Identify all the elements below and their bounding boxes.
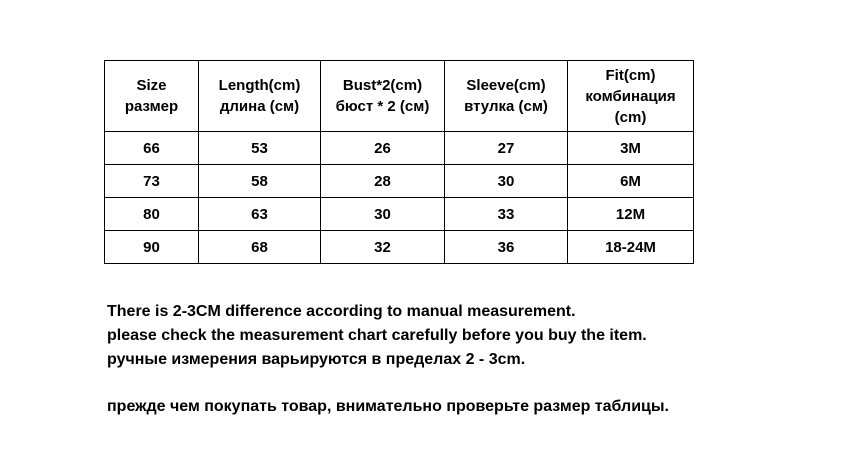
size-chart-table bbox=[104, 60, 694, 264]
header-length bbox=[199, 61, 321, 132]
table-row bbox=[105, 198, 694, 231]
cell-size: 80 bbox=[105, 198, 199, 231]
header-bust-ru: бюст * 2 (см) bbox=[335, 98, 430, 115]
cell-sleeve: 27 bbox=[445, 132, 568, 165]
header-size bbox=[105, 61, 199, 132]
header-length-en: Length(cm) bbox=[218, 77, 301, 94]
cell-bust: 30 bbox=[321, 198, 445, 231]
cell-fit: 3M bbox=[568, 132, 694, 165]
cell-sleeve: 33 bbox=[445, 198, 568, 231]
cell-size: 66 bbox=[105, 132, 199, 165]
header-fit bbox=[568, 61, 694, 132]
cell-bust: 26 bbox=[321, 132, 445, 165]
table-row bbox=[105, 165, 694, 198]
header-sleeve bbox=[445, 61, 568, 132]
note-difference-en: There is 2-3CM difference according to manual measurement. bbox=[107, 303, 576, 320]
cell-fit: 12M bbox=[568, 198, 694, 231]
header-bust bbox=[321, 61, 445, 132]
cell-bust: 32 bbox=[321, 231, 445, 264]
header-fit-en: Fit(cm) bbox=[605, 66, 656, 84]
cell-length: 68 bbox=[199, 231, 321, 264]
header-bust-en: Bust*2(cm) bbox=[342, 77, 423, 94]
header-fit-ru: комбинация bbox=[585, 87, 676, 105]
cell-length: 53 bbox=[199, 132, 321, 165]
table-row bbox=[105, 231, 694, 264]
cell-length: 63 bbox=[199, 198, 321, 231]
cell-sleeve: 30 bbox=[445, 165, 568, 198]
cell-fit: 6M bbox=[568, 165, 694, 198]
table-row bbox=[105, 132, 694, 165]
header-fit-unit: (cm) bbox=[614, 108, 647, 126]
header-sleeve-en: Sleeve(cm) bbox=[466, 77, 546, 94]
cell-fit: 18-24M bbox=[568, 231, 694, 264]
cell-size: 90 bbox=[105, 231, 199, 264]
header-sleeve-ru: втулка (см) bbox=[464, 98, 548, 115]
note-check-chart-en: please check the measurement chart carefully before you buy the item. bbox=[107, 327, 647, 344]
header-size-ru: размер bbox=[124, 98, 179, 115]
table-header-row bbox=[105, 61, 694, 132]
cell-bust: 28 bbox=[321, 165, 445, 198]
cell-sleeve: 36 bbox=[445, 231, 568, 264]
header-length-ru: длина (см) bbox=[219, 98, 300, 115]
cell-size: 73 bbox=[105, 165, 199, 198]
cell-length: 58 bbox=[199, 165, 321, 198]
header-size-en: Size bbox=[136, 77, 167, 94]
note-check-chart-ru: прежде чем покупать товар, внимательно проверьте размер таблицы. bbox=[107, 398, 669, 415]
measurement-notes bbox=[107, 300, 669, 419]
note-difference-ru: ручные измерения варьируются в пределах 2 - 3cm. bbox=[107, 351, 526, 368]
